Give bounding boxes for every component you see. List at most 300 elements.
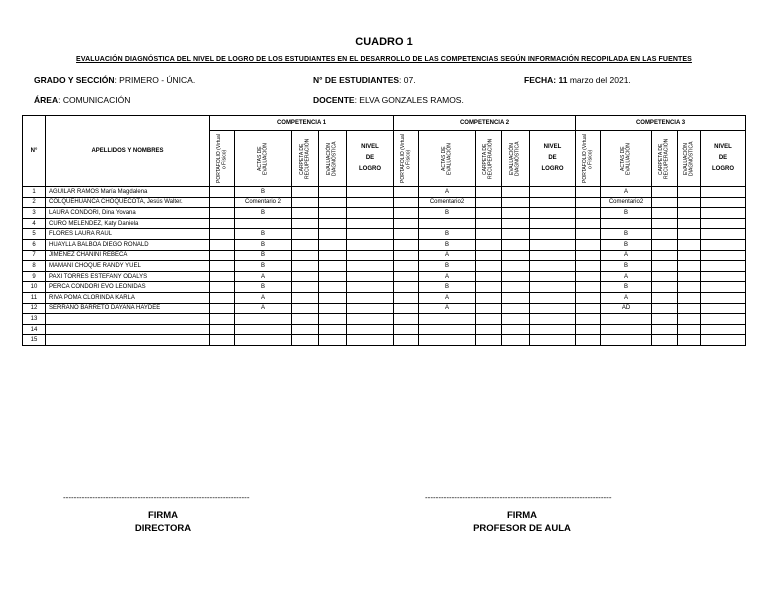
evaluacion-cell (502, 335, 530, 346)
actas-cell (235, 324, 292, 335)
actas-cell: B (235, 261, 292, 272)
portafolio-cell (394, 239, 419, 250)
carpeta-cell (292, 218, 319, 229)
evaluacion-cell (502, 187, 530, 198)
carpeta-cell (652, 271, 678, 282)
actas-cell: B (601, 282, 652, 293)
portafolio-cell (576, 282, 601, 293)
evaluacion-cell (502, 314, 530, 325)
table-row (23, 218, 746, 229)
evaluacion-cell (502, 282, 530, 293)
row-number: 11 (23, 292, 46, 303)
row-number: 13 (23, 314, 46, 325)
evaluacion-cell (319, 208, 347, 219)
student-name: CURO MELENDEZ, Katy Daniela (46, 218, 210, 229)
nivel-logro-cell (347, 303, 394, 314)
carpeta-cell (292, 261, 319, 272)
nivel-logro-cell (530, 314, 576, 325)
student-name: SERRANO BARRETO DAYANA HAYDEE (46, 303, 210, 314)
actas-cell: B (235, 208, 292, 219)
actas-cell: A (601, 250, 652, 261)
carpeta-cell (476, 261, 502, 272)
actas-cell (419, 324, 476, 335)
portafolio-cell (576, 218, 601, 229)
nivel-logro-cell (347, 250, 394, 261)
evaluacion-header: EVALUACIÓN DIAGNÓSTICA (682, 141, 694, 176)
document-title: CUADRO 1 (355, 36, 413, 48)
fecha (524, 75, 631, 85)
evaluacion-cell (502, 303, 530, 314)
row-number: 10 (23, 282, 46, 293)
evaluacion-cell (502, 208, 530, 219)
evaluacion-cell (678, 229, 701, 240)
portafolio-cell (394, 229, 419, 240)
actas-cell: A (419, 271, 476, 282)
portafolio-cell (576, 197, 601, 208)
actas-cell (601, 324, 652, 335)
portafolio-cell (394, 335, 419, 346)
row-number: 14 (23, 324, 46, 335)
table-row (23, 271, 746, 282)
carpeta-cell (292, 187, 319, 198)
carpeta-cell (292, 303, 319, 314)
actas-cell (601, 335, 652, 346)
evaluacion-cell (678, 335, 701, 346)
docente-value: : ELVA GONZALES RAMOS. (354, 95, 464, 105)
carpeta-cell (476, 271, 502, 282)
grado-value: : PRIMERO - ÚNICA. (114, 75, 196, 85)
portafolio-cell (576, 324, 601, 335)
actas-cell: A (419, 292, 476, 303)
portafolio-cell (576, 208, 601, 219)
portafolio-cell (394, 187, 419, 198)
nivel-logro-cell (701, 218, 746, 229)
n-label: N° DE ESTUDIANTES (313, 75, 400, 85)
evaluacion-cell (319, 324, 347, 335)
row-number: 1 (23, 187, 46, 198)
actas-cell: A (235, 271, 292, 282)
carpeta-cell (652, 239, 678, 250)
carpeta-cell (292, 197, 319, 208)
evaluacion-cell (678, 271, 701, 282)
actas-cell (601, 218, 652, 229)
actas-cell: A (419, 303, 476, 314)
actas-cell: B (235, 282, 292, 293)
student-name: COLQUEHUANCA CHOQUECOTA, Jesús Walter. (46, 197, 210, 208)
nivel-logro-cell (701, 303, 746, 314)
portafolio-header: PORTAFOLIO (Virtual o Físico) (215, 134, 227, 183)
nivel-logro-cell (530, 239, 576, 250)
evaluacion-header: EVALUACIÓN DIAGNÓSTICA (326, 141, 338, 176)
table-body (23, 187, 746, 346)
carpeta-cell (292, 239, 319, 250)
nivel-logro-cell (530, 208, 576, 219)
competencia-1-header: COMPETENCIA 1 (210, 116, 394, 131)
carpeta-cell (476, 314, 502, 325)
evaluacion-cell (678, 187, 701, 198)
nivel-logro-cell (701, 271, 746, 282)
portafolio-cell (576, 314, 601, 325)
nivel-logro-cell (701, 292, 746, 303)
competencia-2-header: COMPETENCIA 2 (394, 116, 576, 131)
carpeta-cell (292, 335, 319, 346)
portafolio-cell (210, 271, 235, 282)
nivel-logro-cell (347, 314, 394, 325)
portafolio-cell (576, 187, 601, 198)
nivel-logro-cell (347, 261, 394, 272)
evaluacion-cell (319, 239, 347, 250)
col-names-header: APELLIDOS Y NOMBRES (46, 116, 210, 187)
nivel-logro-cell (701, 261, 746, 272)
evaluacion-cell (502, 250, 530, 261)
actas-cell: A (235, 303, 292, 314)
evaluacion-cell (678, 250, 701, 261)
nivel-logro-cell (347, 271, 394, 282)
evaluacion-cell (502, 197, 530, 208)
row-number: 9 (23, 271, 46, 282)
nivel-logro-cell (347, 218, 394, 229)
portafolio-cell (576, 271, 601, 282)
carpeta-header: CARPETA DE RECUPERACIÓN (658, 138, 670, 179)
nivel-logro-cell (347, 292, 394, 303)
portafolio-cell (576, 229, 601, 240)
carpeta-cell (652, 292, 678, 303)
carpeta-cell (652, 261, 678, 272)
table-row (23, 292, 746, 303)
carpeta-cell (652, 250, 678, 261)
table-row (23, 229, 746, 240)
evaluacion-cell (678, 282, 701, 293)
student-name: MAMANI CHOQUE RANDY YUEL (46, 261, 210, 272)
portafolio-cell (576, 303, 601, 314)
nivel-logro-header: NIVEL DE LOGRO (701, 131, 746, 187)
row-number: 3 (23, 208, 46, 219)
signature-left-firma: FIRMA (147, 510, 179, 521)
numero-estudiantes (313, 75, 416, 85)
evaluacion-cell (502, 229, 530, 240)
actas-cell: B (235, 187, 292, 198)
nivel-logro-cell (347, 229, 394, 240)
nivel-logro-cell (347, 187, 394, 198)
nivel-logro-cell (530, 292, 576, 303)
student-name: FLORES LAURA RAUL (46, 229, 210, 240)
grado-label: GRADO Y SECCIÓN (34, 75, 115, 85)
nivel-logro-cell (701, 229, 746, 240)
actas-cell: B (419, 261, 476, 272)
carpeta-cell (652, 197, 678, 208)
carpeta-cell (476, 218, 502, 229)
table-row (23, 197, 746, 208)
nivel-logro-cell (347, 282, 394, 293)
evaluacion-cell (678, 261, 701, 272)
student-name: LAURA CONDORI, Dina Yovana (46, 208, 210, 219)
carpeta-cell (652, 218, 678, 229)
portafolio-cell (210, 197, 235, 208)
nivel-logro-cell (347, 197, 394, 208)
carpeta-cell (292, 282, 319, 293)
evaluacion-cell (678, 218, 701, 229)
carpeta-cell (476, 303, 502, 314)
carpeta-cell (652, 314, 678, 325)
portafolio-cell (394, 292, 419, 303)
area-value: : COMUNICACIÓN (58, 95, 131, 105)
area-label: ÁREA (34, 95, 59, 105)
signature-right-role: PROFESOR DE AULA (473, 523, 571, 534)
portafolio-cell (394, 261, 419, 272)
table-row (23, 239, 746, 250)
carpeta-cell (652, 282, 678, 293)
portafolio-cell (210, 218, 235, 229)
row-number: 12 (23, 303, 46, 314)
fecha-rest: marzo del 2021. (567, 75, 631, 85)
portafolio-cell (576, 292, 601, 303)
actas-cell (235, 335, 292, 346)
actas-header: ACTAS DE EVALUACIÓN (256, 142, 268, 175)
nivel-logro-cell (701, 250, 746, 261)
carpeta-cell (652, 229, 678, 240)
portafolio-cell (576, 250, 601, 261)
portafolio-cell (394, 314, 419, 325)
carpeta-cell (292, 314, 319, 325)
carpeta-header: CARPETA DE RECUPERACIÓN (482, 138, 494, 179)
carpeta-cell (292, 271, 319, 282)
nivel-logro-cell (530, 197, 576, 208)
nivel-logro-cell (530, 282, 576, 293)
actas-cell: Comentario2 (419, 197, 476, 208)
table-row (23, 324, 746, 335)
student-name: JIMENEZ CHANINI REBECA (46, 250, 210, 261)
evaluacion-cell (319, 303, 347, 314)
portafolio-cell (394, 208, 419, 219)
carpeta-cell (476, 229, 502, 240)
carpeta-cell (476, 187, 502, 198)
carpeta-cell (476, 292, 502, 303)
table-row (23, 314, 746, 325)
nivel-logro-cell (701, 197, 746, 208)
nivel-logro-cell (701, 187, 746, 198)
portafolio-cell (576, 335, 601, 346)
portafolio-cell (210, 187, 235, 198)
table-row (23, 261, 746, 272)
actas-cell: B (601, 239, 652, 250)
table-row (23, 208, 746, 219)
portafolio-cell (394, 303, 419, 314)
actas-cell (419, 218, 476, 229)
evaluacion-cell (319, 335, 347, 346)
carpeta-cell (476, 250, 502, 261)
col-n-header: N° (23, 116, 46, 187)
row-number: 4 (23, 218, 46, 229)
actas-cell: B (419, 208, 476, 219)
actas-header: ACTAS DE EVALUACIÓN (619, 142, 631, 175)
evaluacion-cell (319, 187, 347, 198)
evaluacion-cell (319, 261, 347, 272)
student-name: PERCA CONDORI EVO LEONIDAS (46, 282, 210, 293)
carpeta-cell (476, 324, 502, 335)
evaluacion-cell (678, 208, 701, 219)
portafolio-header: PORTAFOLIO (Virtual o Físico) (399, 134, 411, 183)
carpeta-header: CARPETA DE RECUPERACIÓN (298, 138, 310, 179)
actas-cell: A (235, 292, 292, 303)
actas-cell: Comentario 2 (235, 197, 292, 208)
actas-header: ACTAS DE EVALUACIÓN (440, 142, 452, 175)
portafolio-cell (210, 229, 235, 240)
area (34, 95, 130, 105)
nivel-logro-cell (530, 303, 576, 314)
document-subtitle: EVALUACIÓN DIAGNÓSTICA DEL NIVEL DE LOGRO DE LOS ESTUDIANTES EN EL DESARROLLO DE LAS COMPETENCIAS SEGÚN INFORMACIÓN RECOPILADA EN LAS FUENTES (76, 56, 692, 63)
portafolio-cell (210, 303, 235, 314)
nivel-logro-cell (347, 239, 394, 250)
carpeta-cell (476, 282, 502, 293)
nivel-logro-cell (530, 250, 576, 261)
portafolio-header: PORTAFOLIO (Virtual o Físico) (581, 134, 593, 183)
evaluacion-cell (678, 324, 701, 335)
nivel-logro-cell (701, 324, 746, 335)
actas-cell: A (601, 271, 652, 282)
table-row (23, 187, 746, 198)
actas-cell: B (235, 250, 292, 261)
portafolio-cell (394, 218, 419, 229)
nivel-logro-cell (530, 187, 576, 198)
actas-cell: B (419, 229, 476, 240)
portafolio-cell (210, 292, 235, 303)
nivel-logro-header: NIVEL DE LOGRO (530, 131, 576, 187)
signature-profesor (422, 509, 622, 535)
nivel-logro-header: NIVEL DE LOGRO (347, 131, 394, 187)
evaluacion-cell (678, 314, 701, 325)
evaluacion-cell (319, 282, 347, 293)
actas-cell (235, 218, 292, 229)
portafolio-cell (210, 282, 235, 293)
actas-cell: B (419, 282, 476, 293)
actas-cell: B (601, 229, 652, 240)
row-number: 7 (23, 250, 46, 261)
evaluacion-cell (678, 292, 701, 303)
table-row (23, 282, 746, 293)
competencia-3-header: COMPETENCIA 3 (576, 116, 746, 131)
actas-cell: A (419, 250, 476, 261)
carpeta-cell (476, 208, 502, 219)
signature-directora (63, 509, 263, 535)
carpeta-cell (652, 335, 678, 346)
student-name (46, 335, 210, 346)
nivel-logro-cell (530, 218, 576, 229)
evaluacion-cell (319, 292, 347, 303)
carpeta-cell (476, 335, 502, 346)
evaluacion-cell (502, 239, 530, 250)
table-row (23, 250, 746, 261)
nivel-logro-cell (701, 335, 746, 346)
nivel-logro-cell (530, 324, 576, 335)
student-name (46, 324, 210, 335)
portafolio-cell (210, 208, 235, 219)
evaluacion-cell (678, 197, 701, 208)
carpeta-cell (292, 229, 319, 240)
nivel-logro-cell (701, 314, 746, 325)
carpeta-cell (292, 250, 319, 261)
evaluacion-cell (319, 271, 347, 282)
carpeta-cell (292, 208, 319, 219)
nivel-logro-cell (530, 335, 576, 346)
nivel-logro-cell (530, 229, 576, 240)
student-name: RIVA POMA CLORINDA KARLA (46, 292, 210, 303)
actas-cell: Comentario2 (601, 197, 652, 208)
carpeta-cell (652, 303, 678, 314)
table-row (23, 335, 746, 346)
student-name: PAXI TORRES ESTEFANY ODALYS (46, 271, 210, 282)
carpeta-cell (476, 197, 502, 208)
actas-cell (235, 314, 292, 325)
portafolio-cell (394, 271, 419, 282)
carpeta-cell (292, 292, 319, 303)
evaluacion-cell (502, 218, 530, 229)
carpeta-cell (476, 239, 502, 250)
row-number: 6 (23, 239, 46, 250)
nivel-logro-cell (347, 335, 394, 346)
nivel-logro-cell (530, 271, 576, 282)
evaluacion-cell (502, 261, 530, 272)
evaluacion-cell (319, 229, 347, 240)
evaluacion-cell (319, 250, 347, 261)
row-number: 2 (23, 197, 46, 208)
actas-cell: A (419, 187, 476, 198)
actas-cell (419, 314, 476, 325)
signature-line-right: ---------------------------------------------------------------------- (425, 493, 612, 502)
actas-cell: B (601, 208, 652, 219)
carpeta-cell (652, 187, 678, 198)
portafolio-cell (394, 197, 419, 208)
portafolio-cell (210, 261, 235, 272)
portafolio-cell (210, 324, 235, 335)
evaluacion-header: EVALUACIÓN DIAGNÓSTICA (509, 141, 521, 176)
evaluacion-cell (319, 218, 347, 229)
actas-cell: A (601, 187, 652, 198)
student-name: AGUILAR RAMOS María Magdalena (46, 187, 210, 198)
carpeta-cell (652, 324, 678, 335)
student-name (46, 314, 210, 325)
carpeta-cell (292, 324, 319, 335)
portafolio-cell (394, 282, 419, 293)
portafolio-cell (210, 239, 235, 250)
signature-right-firma: FIRMA (506, 510, 538, 521)
actas-cell: B (235, 229, 292, 240)
signature-line-left: ---------------------------------------------------------------------- (63, 493, 250, 502)
portafolio-cell (394, 250, 419, 261)
actas-cell: B (235, 239, 292, 250)
portafolio-cell (210, 335, 235, 346)
evaluation-table (22, 115, 746, 346)
evaluacion-cell (502, 271, 530, 282)
actas-cell: AD (601, 303, 652, 314)
portafolio-cell (576, 239, 601, 250)
actas-cell (419, 335, 476, 346)
portafolio-cell (394, 324, 419, 335)
nivel-logro-cell (701, 208, 746, 219)
portafolio-cell (210, 314, 235, 325)
docente (313, 95, 464, 105)
docente-label: DOCENTE (313, 95, 355, 105)
nivel-logro-cell (701, 282, 746, 293)
fecha-day: : 11 (553, 75, 568, 85)
nivel-logro-cell (347, 324, 394, 335)
actas-cell: B (601, 261, 652, 272)
actas-cell: B (419, 239, 476, 250)
signature-left-role: DIRECTORA (134, 523, 192, 534)
evaluacion-cell (502, 324, 530, 335)
nivel-logro-cell (347, 208, 394, 219)
evaluacion-cell (678, 239, 701, 250)
row-number: 8 (23, 261, 46, 272)
